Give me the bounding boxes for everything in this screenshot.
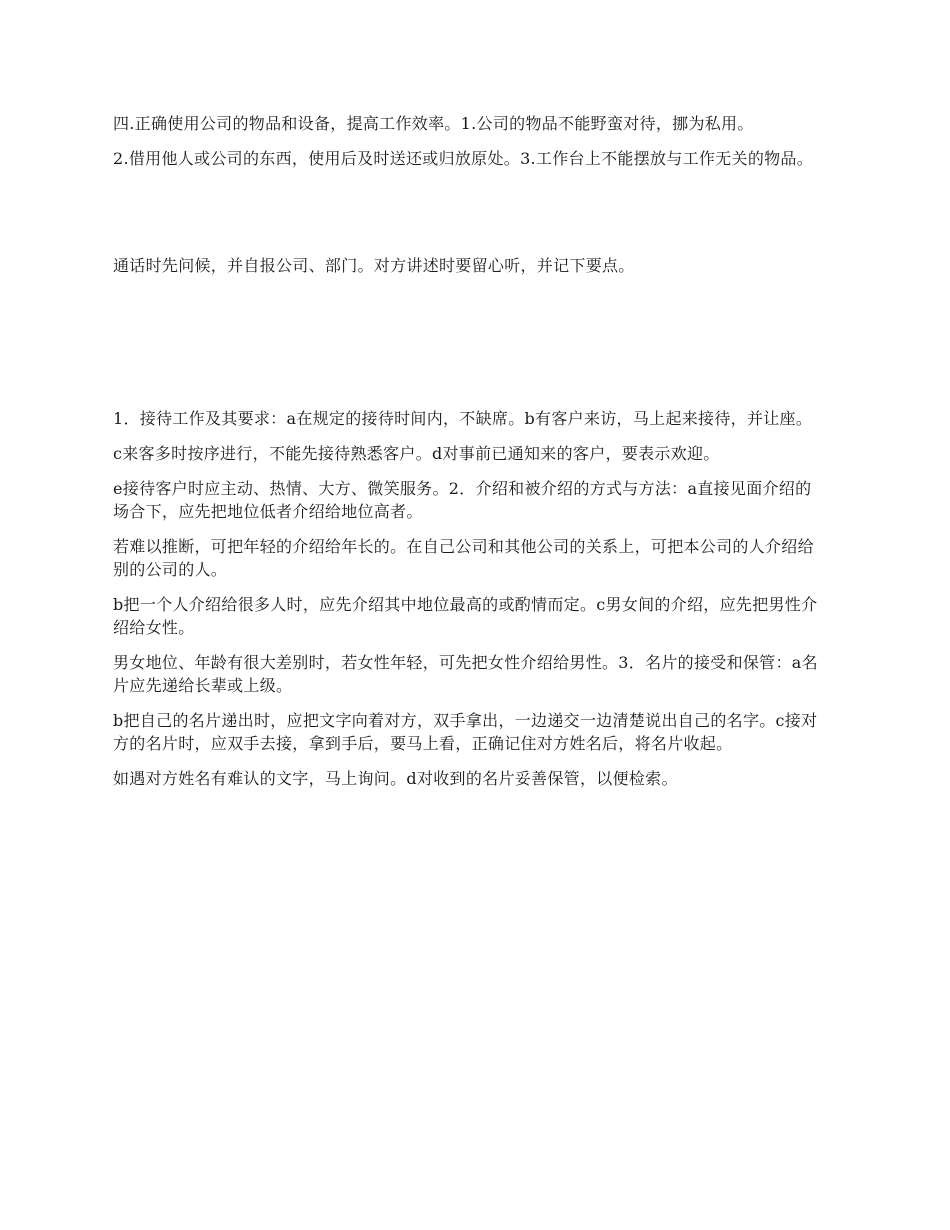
spacer bbox=[113, 170, 825, 254]
spacer bbox=[113, 697, 825, 709]
paragraph-10: b把自己的名片递出时，应把文字向着对方，双手拿出，一边递交一边清楚说出自己的名字。c接对方的名片时，应双手去接，拿到手后，要马上看，正确记住对方姓名后，将名片收起。 bbox=[113, 711, 818, 753]
paragraph-1: 四.正确使用公司的物品和设备，提高工作效率。1.公司的物品不能野蛮对待，挪为私用。 bbox=[113, 114, 754, 133]
paragraph-3: 通话时先问候，并自报公司、部门。对方讲述时要留心听，并记下要点。 bbox=[113, 256, 635, 275]
spacer bbox=[113, 581, 825, 593]
paragraph-8: b把一个人介绍给很多人时，应先介绍其中地位最高的或酌情而定。c男女间的介绍，应先把男性介绍给女性。 bbox=[113, 595, 818, 637]
paragraph-9: 男女地位、年龄有很大差别时，若女性年轻，可先把女性介绍给男性。3．名片的接受和保管：a名片应先递给长辈或上级。 bbox=[113, 653, 818, 695]
paragraph-11: 如遇对方姓名有难认的文字，马上询问。d对收到的名片妥善保管，以便检索。 bbox=[113, 769, 678, 788]
spacer bbox=[113, 465, 825, 477]
spacer bbox=[113, 135, 825, 147]
paragraph-7: 若难以推断，可把年轻的介绍给年长的。在自己公司和其他公司的关系上，可把本公司的人介绍给别的公司的人。 bbox=[113, 537, 814, 579]
paragraph-4: 1．接待工作及其要求：a在规定的接待时间内，不缺席。b有客户来访，马上起来接待，并让座。 bbox=[113, 409, 813, 428]
paragraph-2: 2.借用他人或公司的东西，使用后及时送还或归放原处。3.工作台上不能摆放与工作无关的物品。 bbox=[113, 149, 814, 168]
paragraph-6: e接待客户时应主动、热情、大方、微笑服务。2．介绍和被介绍的方式与方法：a直接见面介绍的场合下，应先把地位低者介绍给地位高者。 bbox=[113, 479, 812, 521]
spacer bbox=[113, 639, 825, 651]
paragraph-5: c来客多时按序进行，不能先接待熟悉客户。d对事前已通知来的客户，要表示欢迎。 bbox=[113, 444, 720, 463]
document-body bbox=[113, 112, 825, 790]
spacer bbox=[113, 277, 825, 407]
spacer bbox=[113, 755, 825, 767]
spacer bbox=[113, 430, 825, 442]
spacer bbox=[113, 523, 825, 535]
